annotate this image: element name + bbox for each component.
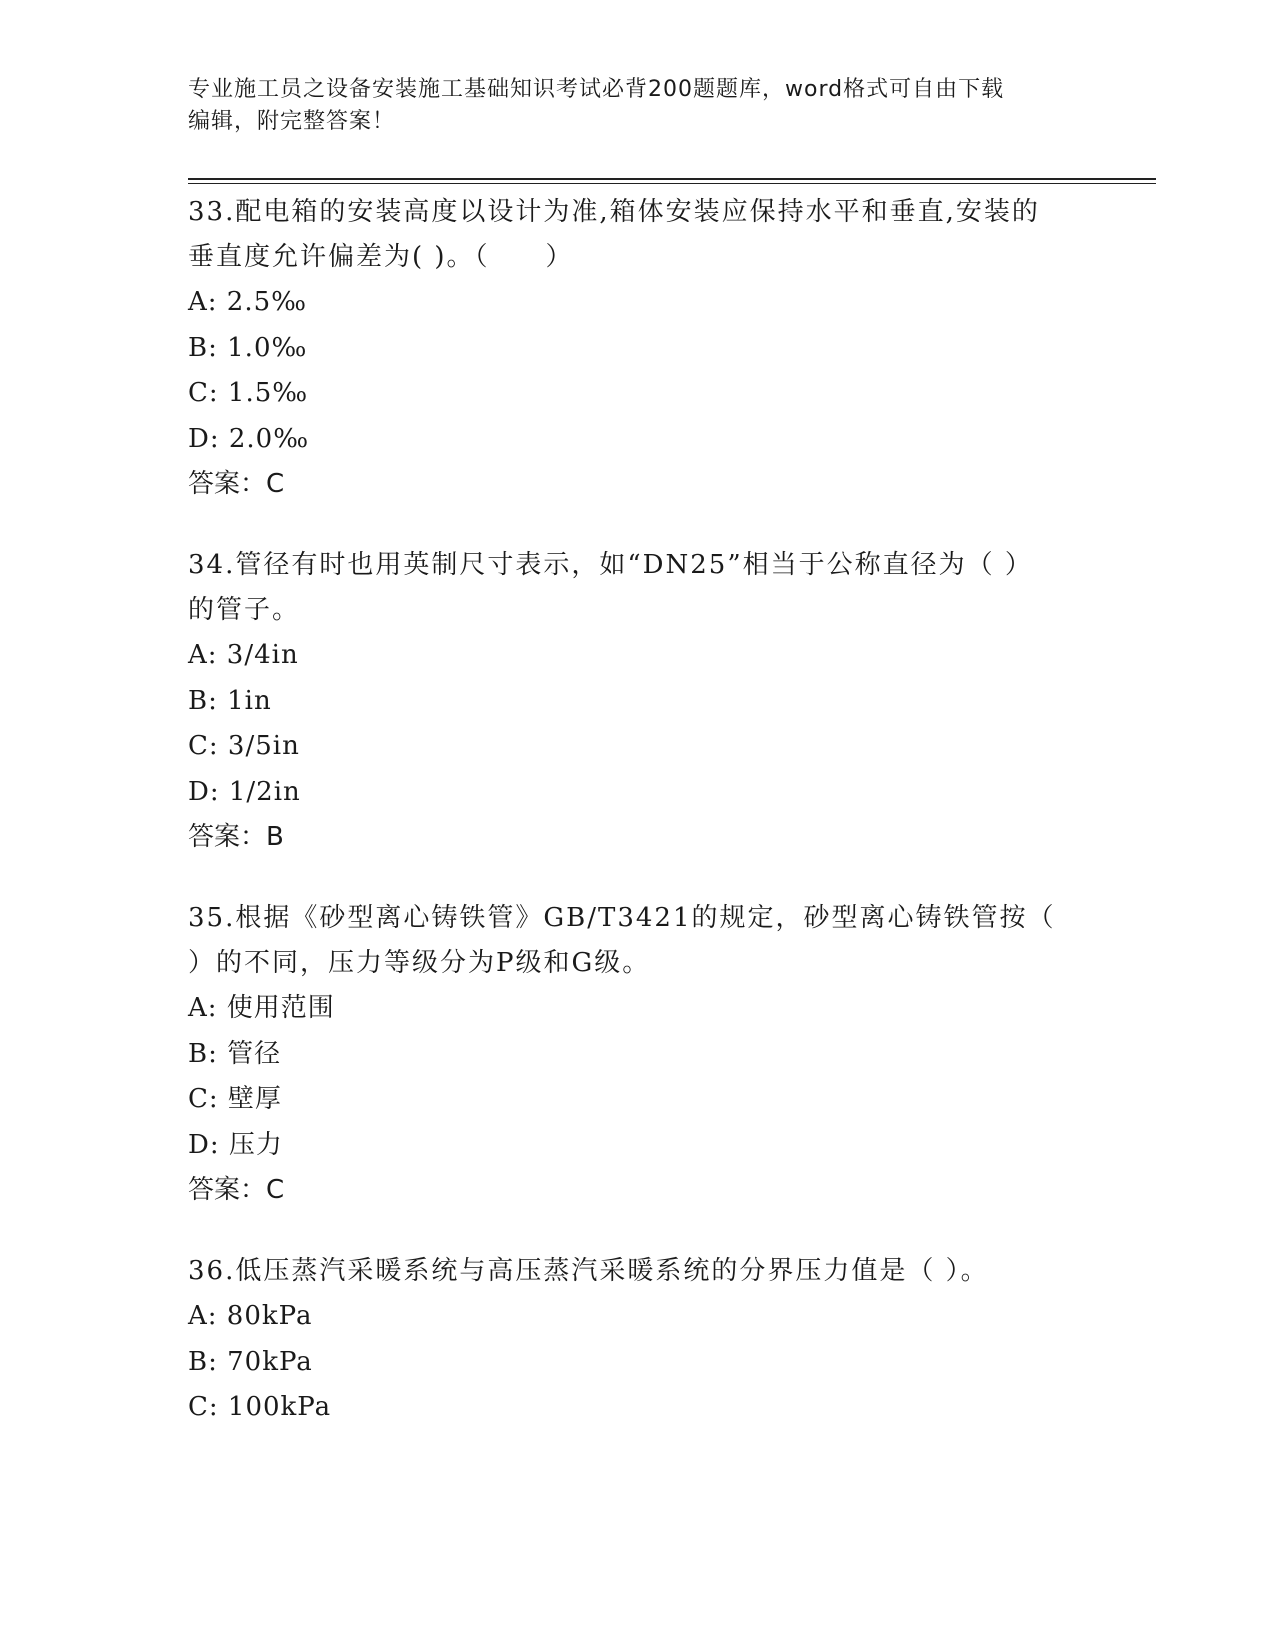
- option-a: A: 3/4in: [188, 640, 299, 670]
- option-c: C: 壁厚: [188, 1084, 282, 1114]
- question-stem-line: 33.配电箱的安装高度以设计为准,箱体安装应保持水平和垂直,安装的: [188, 197, 1040, 227]
- option-b: B: 70kPa: [188, 1346, 313, 1377]
- option-b: B: 管径: [188, 1038, 282, 1069]
- option-c: C: 3/5in: [188, 731, 300, 761]
- option-d: D: 1/2in: [188, 776, 301, 807]
- option-a: A: 80kPa: [188, 1301, 313, 1331]
- option-d: D: 压力: [188, 1129, 283, 1160]
- option-b: B: 1in: [188, 685, 272, 716]
- option-c: C: 1.5‰: [188, 378, 309, 408]
- header-divider-thin: [188, 183, 1156, 184]
- question-36: [188, 1249, 1088, 1431]
- question-33: [188, 190, 1088, 507]
- option-a: A: 2.5‰: [188, 287, 308, 317]
- question-stem-line: 35.根据《砂型离心铸铁管》GB/T3421的规定，砂型离心铸铁管按（: [188, 903, 1056, 933]
- answer-line: 答案：B: [188, 822, 284, 852]
- document-header: [188, 74, 1088, 138]
- header-divider-thick: [188, 178, 1156, 180]
- answer-line: 答案：C: [188, 1175, 285, 1205]
- option-b: B: 1.0‰: [188, 332, 308, 363]
- option-d: D: 2.0‰: [188, 423, 310, 454]
- question-stem-line: 36.低压蒸汽采暖系统与高压蒸汽采暖系统的分界压力值是（ ）。: [188, 1256, 989, 1286]
- question-34: [188, 543, 1088, 860]
- question-list: [188, 190, 1088, 1467]
- answer-line: 答案：C: [188, 469, 285, 499]
- header-line-1: 专业施工员之设备安装施工基础知识考试必背200题题库，word格式可自由下载: [188, 77, 1005, 102]
- option-c: C: 100kPa: [188, 1392, 332, 1422]
- question-stem-line: 34.管径有时也用英制尺寸表示，如“DN25”相当于公称直径为（ ）: [188, 550, 1033, 580]
- header-line-2: 编辑，附完整答案！: [188, 109, 396, 134]
- question-35: [188, 896, 1088, 1213]
- question-stem-line: 垂直度允许偏差为( )。（ ）: [188, 242, 574, 272]
- option-a: A: 使用范围: [188, 993, 335, 1023]
- question-stem-line: 的管子。: [188, 595, 301, 625]
- question-stem-line: ）的不同，压力等级分为P级和G级。: [188, 948, 651, 978]
